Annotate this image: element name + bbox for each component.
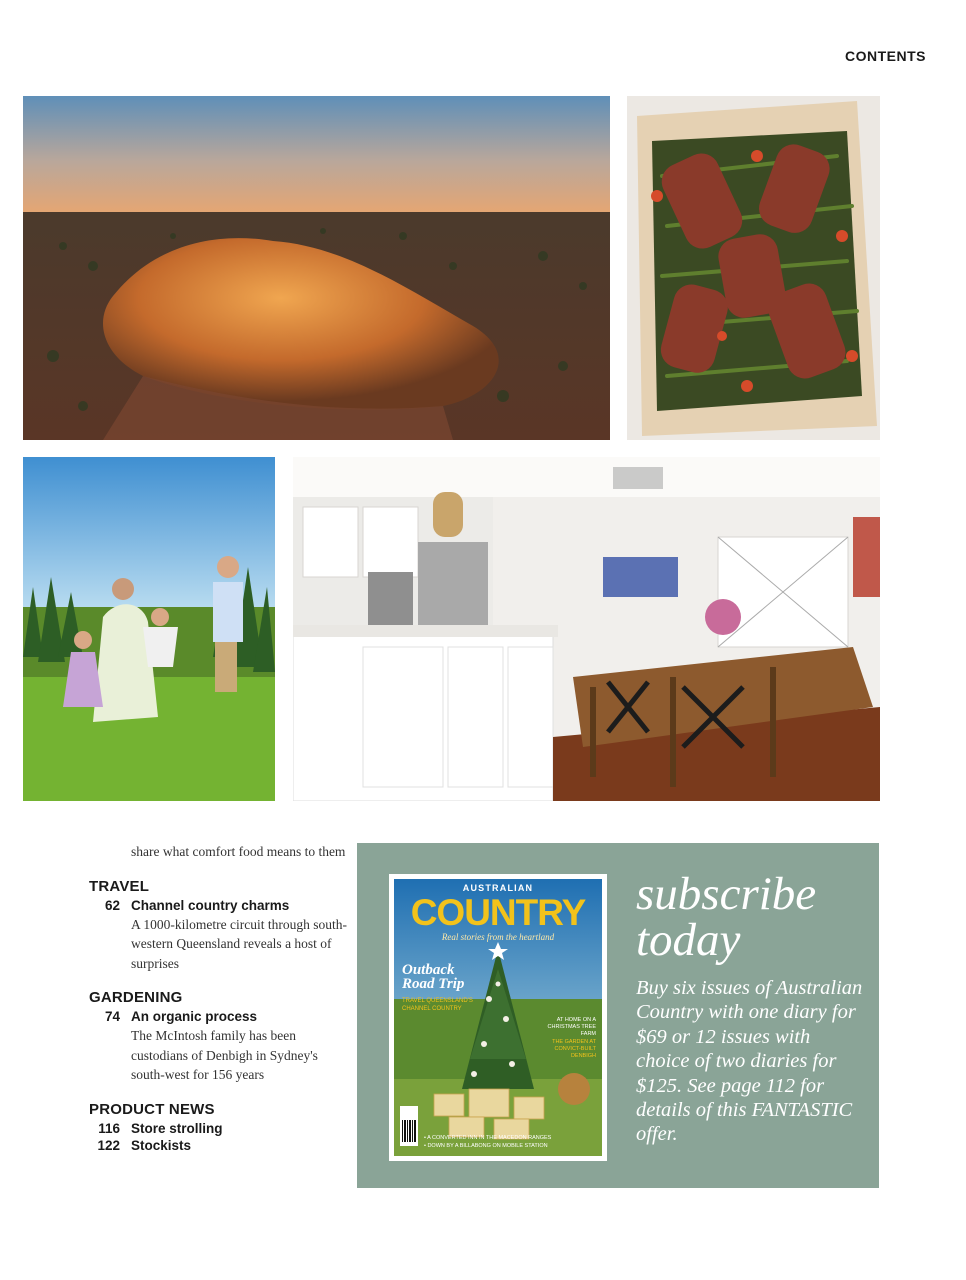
magazine-cover: [389, 874, 607, 1161]
section-travel: [89, 878, 349, 974]
contents-entry[interactable]: [89, 1121, 349, 1136]
subscribe-panel[interactable]: [357, 843, 879, 1188]
cover-story-subtitle: TRAVEL QUEENSLAND'S CHANNEL COUNTRY: [402, 998, 473, 1012]
page-number: 74: [104, 1009, 120, 1024]
page-number: 62: [104, 897, 120, 913]
contents-entry[interactable]: [89, 898, 349, 913]
entry-title: An organic process: [131, 1009, 258, 1024]
section-title: GARDENING: [89, 989, 183, 1006]
photo-family-in-tree-farm: [23, 457, 275, 801]
entry-description: A 1000-kilometre circuit through south-western Queensland reveals a host of surprises: [131, 916, 347, 971]
entry-title: Channel country charms: [131, 897, 290, 913]
page-number: 116: [98, 1120, 120, 1136]
entry-title: Store strolling: [131, 1120, 223, 1136]
photo-roast-salmon-tray: [627, 96, 880, 440]
cover-masthead: COUNTRY: [410, 892, 586, 933]
photo-kitchen-dining-room: [293, 457, 880, 801]
subscribe-offer-text: Buy six issues of Australian Country with one diary for $69 or 12 issues with choice of two diaries for $125. See page 112 for details of this FANTASTIC offer.: [636, 977, 863, 1146]
page-number: 122: [97, 1137, 120, 1153]
entry-description: The McIntosh family has been custodians of Denbigh in Sydney's south-west for 156 years: [131, 1028, 318, 1082]
section-gardening: [89, 989, 349, 1085]
photo-outback-landscape: [23, 96, 610, 440]
contents-entry[interactable]: [89, 1009, 349, 1024]
intro-text: share what comfort food means to them: [131, 844, 346, 859]
cover-side-line-2: THE GARDEN AT CONVICT-BUILT DENBIGH: [552, 1039, 596, 1059]
section-label: CONTENTS: [845, 48, 926, 64]
section-title: PRODUCT NEWS: [89, 1100, 215, 1118]
section-title: TRAVEL: [89, 877, 150, 895]
subscribe-headline: subscribe today: [636, 868, 817, 966]
entry-title: Stockists: [131, 1137, 192, 1153]
cover-bottom-lines: • A CONVERTED INN IN THE MACEDON RANGES • DOWN BY A BILLABONG ON MOBILE STATION: [424, 1135, 552, 1149]
cover-story-title: Outback Road Trip: [402, 962, 465, 992]
section-product-news: [89, 1101, 349, 1153]
cover-tagline: Real stories from the heartland: [441, 932, 555, 942]
barcode-icon: [400, 1106, 418, 1146]
contents-entry[interactable]: [89, 1138, 349, 1153]
contents-list: [89, 842, 349, 1153]
cover-brand-small: AUSTRALIAN: [462, 883, 534, 893]
cover-side-line-1: AT HOME ON A CHRISTMAS TREE FARM: [547, 1017, 596, 1037]
